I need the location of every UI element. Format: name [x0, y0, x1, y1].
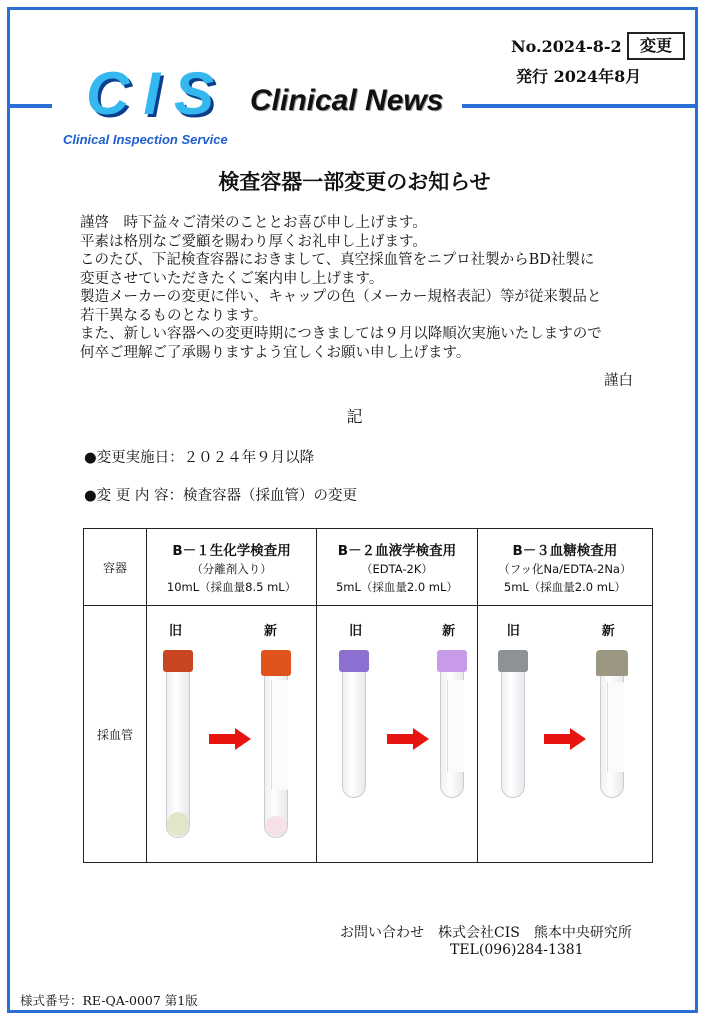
- column-volume: 10mL（採血量8.5 mL）: [166, 580, 297, 594]
- body-line: 若干異なるものとなります。: [80, 307, 268, 324]
- old-label: 旧: [169, 624, 183, 639]
- change-badge: 変更: [627, 32, 685, 60]
- column-sub: （フッ化Na/EDTA-2Na）: [498, 562, 632, 576]
- column-sub: （分離剤入り）: [191, 562, 272, 576]
- body-line: 何卒ご理解ご了承賜りますよう宜しくお願い申し上げます。: [80, 344, 471, 361]
- tube-cap: [498, 650, 528, 672]
- body-line: このたび、下記検査容器におきまして、真空採血管をニプロ社製からBD社製に: [80, 252, 595, 268]
- closing-word: 謹白: [604, 373, 633, 389]
- change-date: ●変更実施日：２０２４年９月以降: [84, 450, 315, 466]
- tube-cell-b1: [147, 606, 317, 863]
- issue-date: 発行 2024年8月: [516, 67, 642, 86]
- arrow-icon: [387, 728, 429, 750]
- body-line: 製造メーカーの変更に伴い、キャップの色（メーカー規格表記）等が従来製品と: [80, 289, 602, 305]
- new-tube-b3: [596, 650, 628, 800]
- row-label-container: 容器: [84, 529, 147, 606]
- column-volume: 5mL（採血量2.0 mL）: [503, 580, 626, 594]
- old-tube-b1: [163, 650, 193, 840]
- document-number: No.2024-8-2: [511, 37, 622, 56]
- row-label-tube: 採血管: [84, 606, 147, 863]
- column-name: B－１生化学検査用: [172, 543, 291, 559]
- header-rule-right: [462, 104, 695, 108]
- column-header-b3: [477, 529, 652, 606]
- phone-number: TEL(096)284-1381: [450, 942, 584, 958]
- column-sub: （EDTA-2K）: [361, 562, 433, 576]
- container-table: [83, 528, 653, 863]
- body-line: 謹啓 時下益々ご清栄のこととお喜び申し上げます。: [80, 215, 427, 231]
- old-tube-b2: [339, 650, 369, 800]
- tube-cell-b2: [317, 606, 478, 863]
- arrow-icon: [209, 728, 251, 750]
- body-line: 平素は格別なご愛顧を賜わり厚くお礼申し上げます。: [80, 233, 427, 250]
- tube-cell-b3: [477, 606, 652, 863]
- logo-subtitle: Clinical Inspection Service: [63, 132, 228, 147]
- tube-cap: [163, 650, 193, 672]
- contact-info: お問い合わせ 株式会社CIS 熊本中央研究所: [340, 925, 632, 941]
- column-name: B－３血糖検査用: [512, 543, 618, 559]
- tube-cap: [261, 650, 291, 676]
- new-label: 新: [442, 624, 456, 639]
- tube-cap: [437, 650, 467, 672]
- column-name: B－２血液学検査用: [337, 543, 457, 559]
- new-label: 新: [601, 624, 615, 639]
- column-header-b2: [317, 529, 478, 606]
- header-rule-left: [10, 104, 52, 108]
- letter-body: [80, 214, 650, 362]
- column-header-b1: [147, 529, 317, 606]
- arrow-icon: [544, 728, 586, 750]
- newsletter-title: Clinical News: [250, 84, 444, 117]
- tube-cap: [596, 650, 628, 676]
- column-volume: 5mL（採血量2.0 mL）: [335, 580, 458, 594]
- new-tube-b1: [261, 650, 291, 840]
- cis-logo: CIS: [86, 60, 229, 127]
- form-number: 様式番号：RE-QA-0007 第1版: [20, 993, 198, 1008]
- old-label: 旧: [506, 624, 520, 639]
- old-label: 旧: [349, 624, 363, 639]
- new-tube-b2: [437, 650, 467, 800]
- body-line: また、新しい容器への変更時期につきましては９月以降順次実施いたしますので: [80, 326, 602, 342]
- body-line: 変更させていただきたくご案内申し上げます。: [80, 270, 384, 287]
- change-content: ●変 更 内 容：検査容器（採血管）の変更: [84, 488, 357, 504]
- ki-heading: 記: [346, 407, 363, 426]
- old-tube-b3: [498, 650, 528, 800]
- new-label: 新: [264, 624, 278, 639]
- page-title: 検査容器一部変更のお知らせ: [218, 169, 491, 194]
- tube-cap: [339, 650, 369, 672]
